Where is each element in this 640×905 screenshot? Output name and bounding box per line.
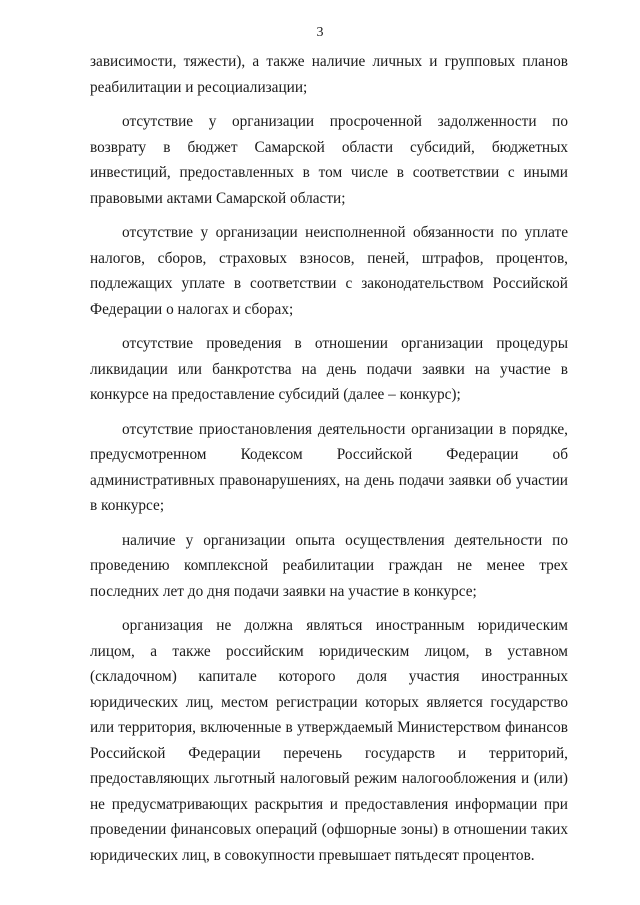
paragraph-experience: наличие у организации опыта осуществления деятельности по проведению комплексной реабилитации граждан не менее трех последних лет до дня подачи заявки на участие в конкурсе; [90, 531, 568, 600]
paragraph-not-foreign-entity: организация не должна являться иностранным юридическим лицом, а также российским юридическим лицом, в уставном (складочном) капитале которого доля участия иностранных юридических лиц, местом регистрации которых является государство или территория, включенные в утверждаемый Министерством финансов Российской Федерации перечень государств и территорий, предоставляющих льготный налоговый режим налогообложения и (или) не предусматривающих раскрытия и предоставления информации при проведении финансовых операций (офшорные зоны) в отношении таких юридических лиц, в совокупности превышает пятьдесят процентов. [90, 617, 568, 864]
paragraph-no-tax-arrears: отсутствие у организации неисполненной обязанности по уплате налогов, сборов, страховых взносов, пеней, штрафов, процентов, подлежащих уплате в соответствии с законодательством Российской Федерации о налогах и сборах; [90, 224, 568, 318]
paragraph-no-liquidation: отсутствие проведения в отношении организации процедуры ликвидации или банкротства на день подачи заявки на участие в конкурсе на предоставление субсидий (далее – конкурс); [90, 335, 568, 403]
paragraph-continuation: зависимости, тяжести), а также наличие личных и групповых планов реабилитации и ресоциализации; [90, 53, 568, 96]
page-number: 3 [316, 25, 324, 40]
paragraph-no-overdue-debt: отсутствие у организации просроченной задолженности по возврату в бюджет Самарской области субсидий, бюджетных инвестиций, предоставленных в том числе в соответствии с иными правовыми актами Самарской области; [90, 113, 568, 207]
document-body [90, 49, 568, 868]
paragraph-no-suspension: отсутствие приостановления деятельности организации в порядке, предусмотренном Кодексом Российской Федерации об административных правонарушениях, на день подачи заявки об участии в конкурсе; [90, 420, 568, 514]
